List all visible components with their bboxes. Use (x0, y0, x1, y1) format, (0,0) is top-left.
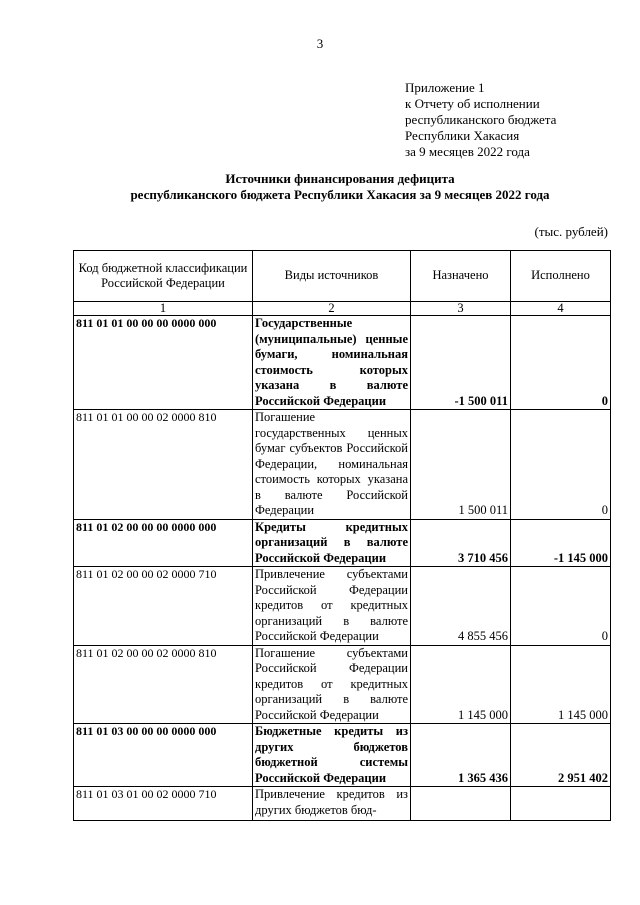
appendix-line: к Отчету об исполнении (405, 96, 540, 111)
column-number: 4 (511, 302, 611, 316)
row-executed: 0 (511, 316, 611, 410)
column-number-row (74, 302, 611, 316)
row-executed: -1 145 000 (511, 519, 611, 567)
header-name: Виды источников (253, 251, 411, 302)
row-assigned: 4 855 456 (411, 567, 511, 646)
row-code: 811 01 01 00 00 00 0000 000 (74, 316, 253, 410)
column-number: 3 (411, 302, 511, 316)
row-code: 811 01 03 00 00 00 0000 000 (74, 724, 253, 787)
row-code: 811 01 01 00 00 02 0000 810 (74, 410, 253, 520)
row-name: Привлечение кредитов из других бюджетов бюд- (253, 787, 411, 821)
row-executed: 1 145 000 (511, 645, 611, 724)
header-code: Код бюджетной классификации Российской Федерации (74, 251, 253, 302)
header-executed: Исполнено (511, 251, 611, 302)
row-assigned: 1 500 011 (411, 410, 511, 520)
row-name: Государственные (муниципальные) ценные бумаги, номинальная стоимость которых указана в валюте Российской Федерации (253, 316, 411, 410)
row-code: 811 01 02 00 00 02 0000 710 (74, 567, 253, 646)
row-code: 811 01 03 01 00 02 0000 710 (74, 787, 253, 821)
table-header-row (74, 251, 611, 302)
table-row (74, 316, 611, 410)
row-assigned: 3 710 456 (411, 519, 511, 567)
document-title (0, 171, 640, 203)
row-code: 811 01 02 00 00 02 0000 810 (74, 645, 253, 724)
row-name: Кредиты кредитных организаций в валюте Российской Федерации (253, 519, 411, 567)
table-row (74, 645, 611, 724)
row-assigned: 1 365 436 (411, 724, 511, 787)
column-number: 2 (253, 302, 411, 316)
row-assigned (411, 787, 511, 821)
row-name: Бюджетные кредиты из других бюджетов бюджетной системы Российской Федерации (253, 724, 411, 787)
row-name: Привлечение субъектами Российской Федерации кредитов от кредитных организаций в валюте Российской Федерации (253, 567, 411, 646)
sources-table (73, 250, 611, 821)
row-executed: 0 (511, 567, 611, 646)
table-row (74, 567, 611, 646)
table-row (74, 519, 611, 567)
row-name: Погашение субъектами Российской Федерации кредитов от кредитных организаций в валюте Российской Федерации (253, 645, 411, 724)
row-assigned: 1 145 000 (411, 645, 511, 724)
column-number: 1 (74, 302, 253, 316)
appendix-line: Республики Хакасия (405, 128, 520, 143)
page-number: 3 (316, 36, 324, 51)
table-row (74, 787, 611, 821)
appendix-line: за 9 месяцев 2022 года (405, 144, 530, 159)
header-assigned: Назначено (411, 251, 511, 302)
row-executed: 2 951 402 (511, 724, 611, 787)
row-assigned: -1 500 011 (411, 316, 511, 410)
appendix-line: республиканского бюджета (405, 112, 557, 127)
units-note: (тыс. рублей) (534, 224, 608, 239)
row-executed (511, 787, 611, 821)
appendix-note (405, 80, 556, 160)
title-line: Источники финансирования дефицита (225, 171, 455, 186)
row-executed: 0 (511, 410, 611, 520)
table-row (74, 724, 611, 787)
title-line: республиканского бюджета Республики Хакасия за 9 месяцев 2022 года (130, 187, 550, 202)
row-name: Погашение государственных ценных бумаг субъектов Российской Федерации, номинальная стоимость которых указана в валюте Российской Федерации (253, 410, 411, 520)
row-code: 811 01 02 00 00 00 0000 000 (74, 519, 253, 567)
table-row (74, 410, 611, 520)
appendix-line: Приложение 1 (405, 80, 485, 95)
